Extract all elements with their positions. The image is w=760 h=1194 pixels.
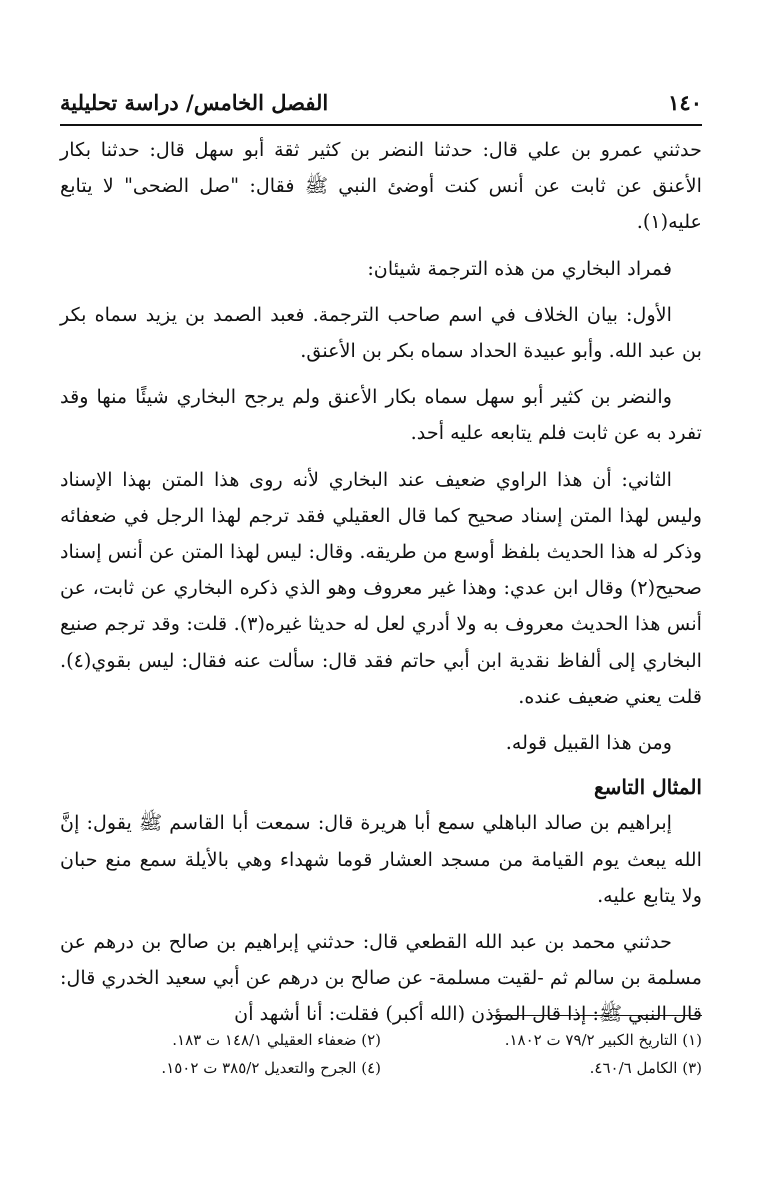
footnotes — [60, 1028, 702, 1080]
page-number: ١٤٠ — [668, 89, 702, 115]
paragraph: الأول: بيان الخلاف في اسم صاحب الترجمة. فعبد الصمد بن يزيد سماه بكر بن عبد الله. وأبو عبيدة الحداد سماه بكر بن الأعنق. — [60, 302, 702, 363]
footnote: (١) التاريخ الكبير ٧٩/٢ ت ١٨٠٢. — [504, 1031, 702, 1049]
paragraph: والنضر بن كثير أبو سهل سماه بكار الأعنق ولم يرجح البخاري شيئًا منها وقد تفرد به عن ثابت فلم يتابعه عليه أحد. — [60, 385, 702, 445]
paragraph: ومن هذا القبيل قوله. — [505, 731, 672, 755]
main-text — [60, 132, 702, 1033]
paragraph: إبراهيم بن صالد الباهلي سمع أبا هريرة قال: سمعت أبا القاسم ﷺ يقول: إنَّ الله يبعث يوم القيامة من مسجد العشار قوما شهداء وهي بالأيلة سمع منع حبان ولا يتابع عليه. — [60, 811, 702, 907]
paragraph: حدثني عمرو بن علي قال: حدثنا النضر بن كثير ثقة أبو سهل قال: حدثنا بكار الأعنق عن ثابت عن أنس كنت أوضئ النبي ﷺ فقال: "صل الضحى" لا يتابع عليه(١). — [60, 138, 702, 234]
footnote: (٤) الجرح والتعديل ٣٨٥/٢ ت ١٥٠٢. — [161, 1059, 381, 1077]
book-page — [60, 80, 702, 1120]
chapter-title: الفصل الخامس/ دراسة تحليلية — [60, 89, 329, 115]
footnote: (٢) ضعفاء العقيلي ١٤٨/١ ت ١٨٣. — [172, 1031, 381, 1049]
paragraph: الثاني: أن هذا الراوي ضعيف عند البخاري لأنه روى هذا المتن بهذا الإسناد وليس لهذا المتن إسناد صحيح كما قال العقيلي فقد ترجم لهذا الرجل في ضعفائه وذكر له هذا الحديث بلفظ أوسع من طريقه. وقال: ليس لهذا المتن عن أنس إسناد صحيح(٢) وقال ابن عدي: وهذا غير معروف وهو الذي ذكره البخاري عن ثابت، عن أنس هذا الحديث معروف به ولا أدري لعل له حديثا غيره(٣). قلت: وقد ترجم صنيع البخاري إلى ألفاظ نقدية ابن أبي حاتم فقد قال: سألت عنه فقال: ليس بقوي(٤). قلت يعني ضعيف عنده. — [60, 467, 703, 708]
section-heading: المثال التاسع — [593, 775, 702, 800]
paragraph: فمراد البخاري من هذه الترجمة شيئان: — [367, 256, 672, 280]
footnote: (٣) الكامل ٤٦٠/٦. — [589, 1059, 702, 1077]
footnote-divider — [492, 1015, 702, 1016]
paragraph: حدثني محمد بن عبد الله القطعي قال: حدثني إبراهيم بن صالح بن درهم عن مسلمة بن سالم ثم -لقيت مسلمة- عن صالح بن درهم عن أبي سعيد الخدري قال: قال النبي ﷺ: إذا قال المؤذن (الله أكبر) فقلت: أنا أشهد أن — [60, 930, 702, 1026]
page-header — [60, 80, 702, 126]
